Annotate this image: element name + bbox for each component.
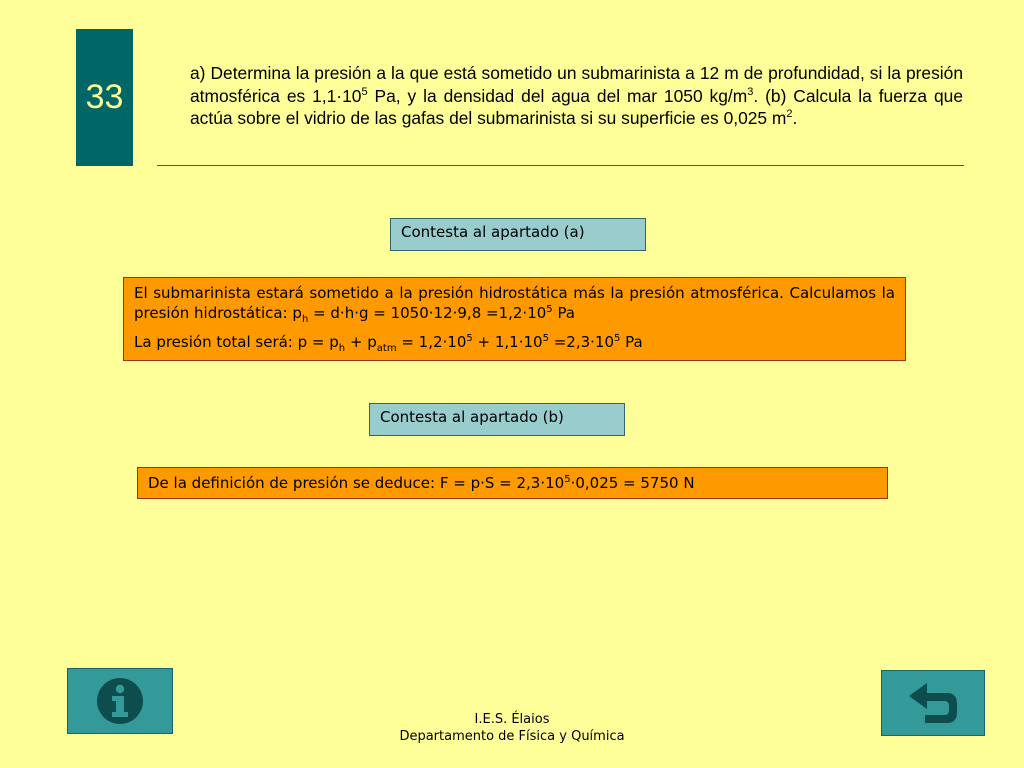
department-name: Departamento de Física y Química xyxy=(399,729,625,744)
answer-text: Pa xyxy=(552,304,576,322)
answer-text: Pa xyxy=(620,333,643,351)
question-exponent: 5 xyxy=(361,85,368,98)
info-button[interactable] xyxy=(67,668,173,734)
question-text xyxy=(190,62,963,130)
answer-text: La presión total será: p = p xyxy=(134,333,339,351)
answer-b-box xyxy=(137,467,888,499)
question-text-part: Pa, y la densidad del agua del mar 1050 kg/m xyxy=(367,85,748,106)
school-name: I.E.S. Élaios xyxy=(474,712,550,727)
footer xyxy=(312,711,712,745)
return-button[interactable] xyxy=(881,670,985,736)
divider xyxy=(157,165,964,166)
exponent: 5 xyxy=(564,474,571,485)
answer-text: + p xyxy=(345,333,377,351)
answer-text: De la definición de presión se deduce: F = p·S = 2,3·10 xyxy=(148,474,565,492)
exponent: 5 xyxy=(542,333,549,344)
question-exponent: 2 xyxy=(786,108,793,121)
answer-a-paragraph-1 xyxy=(134,283,895,323)
answer-a-label[interactable]: Contesta al apartado (a) xyxy=(390,218,646,251)
exponent: 5 xyxy=(546,304,553,315)
answer-a-box xyxy=(123,277,906,361)
answer-text: ·0,025 = 5750 N xyxy=(570,474,695,492)
question-text-part: . (b) Calcula la fuerza que actúa sobre el vidrio de las gafas del submarinista si su superficie es 0,025 m xyxy=(190,85,963,128)
answer-text: El submarinista estará sometido a la presión hidrostática más la presión atmosférica. Calculamos la presión hidrostática: p xyxy=(134,284,895,322)
subscript: h xyxy=(301,314,309,325)
question-exponent: 3 xyxy=(747,85,754,98)
answer-text: = d·h·g = 1050·12·9,8 =1,2·10 xyxy=(308,304,547,322)
return-arrow-icon xyxy=(905,679,961,727)
info-icon xyxy=(95,676,145,726)
question-text-part: . xyxy=(792,108,798,128)
answer-b-label[interactable]: Contesta al apartado (b) xyxy=(369,403,625,436)
subscript: h xyxy=(338,343,346,354)
exponent: 5 xyxy=(466,333,473,344)
subscript: atm xyxy=(376,343,397,354)
exponent: 5 xyxy=(614,333,621,344)
answer-text: =2,3·10 xyxy=(548,333,615,351)
slide-number-box xyxy=(76,29,133,166)
question-text-part: a) Determina la presión a la que está sometido un submarinista a 12 m de profundidad, si la presión atmosférica es 1,1·10 xyxy=(190,63,963,106)
slide-number: 33 xyxy=(85,78,124,116)
answer-a-paragraph-2 xyxy=(134,332,895,352)
answer-text: + 1,1·10 xyxy=(472,333,543,351)
answer-text: = 1,2·10 xyxy=(396,333,467,351)
